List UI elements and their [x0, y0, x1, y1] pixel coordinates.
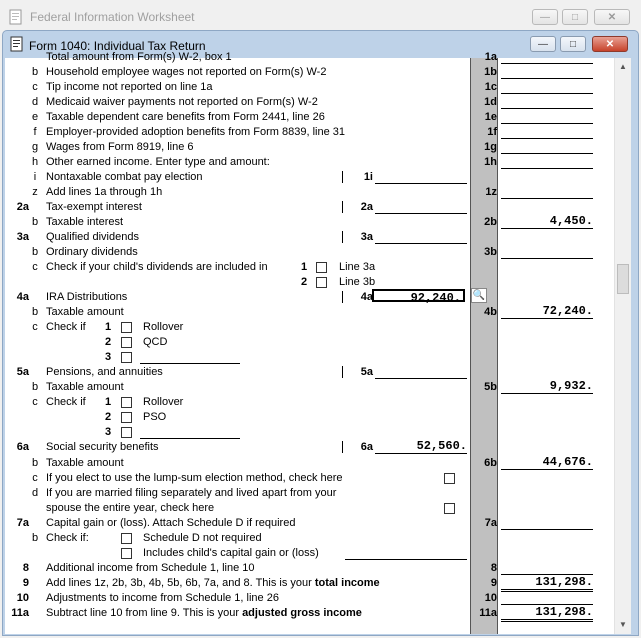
amount-field[interactable]	[375, 199, 467, 214]
amount-field[interactable]	[375, 169, 467, 184]
line-5b: b Taxable amount 5b 9,932.	[31, 379, 593, 393]
checkbox-line-3b[interactable]	[316, 277, 327, 288]
amount-field[interactable]: 44,676.	[501, 455, 593, 470]
line-6d: d If you are married filing separately and lived apart from your	[31, 487, 337, 499]
line-4c-option2: 2 QCD	[105, 336, 168, 348]
scroll-up-icon[interactable]: ▲	[619, 62, 627, 71]
inner-window-title: Form 1040: Individual Tax Return	[29, 39, 206, 53]
checkbox-qcd[interactable]	[121, 337, 132, 348]
checkbox-schedule-d[interactable]	[121, 533, 132, 544]
amount-field[interactable]	[501, 94, 593, 109]
line-1f: f Employer-provided adoption benefits from Form 8839, line 31 1f	[5, 125, 614, 140]
amount-field[interactable]	[501, 515, 593, 530]
outer-window-titlebar	[0, 0, 641, 34]
line-9: 9 Add lines 1z, 2b, 3b, 4b, 5b, 6b, 7a, and 8. This is your total income 9 131,298.	[5, 576, 614, 591]
amount-field[interactable]	[501, 139, 593, 154]
vertical-scrollbar[interactable]	[614, 58, 631, 634]
amount-field[interactable]	[501, 79, 593, 94]
amount-field[interactable]	[375, 364, 467, 379]
amount-field[interactable]	[501, 590, 593, 605]
checkbox-married-separately[interactable]	[444, 503, 455, 514]
amount-field[interactable]: 72,240.	[501, 304, 593, 319]
line-6d-cont: spouse the entire year, check here	[5, 501, 614, 516]
line-6c: c If you elect to use the lump-sum election method, check here	[5, 471, 614, 486]
line-4c-option3: 3	[5, 350, 614, 365]
minimize-button[interactable]: —	[530, 36, 556, 52]
amount-field[interactable]	[501, 109, 593, 124]
outer-maximize-button[interactable]: □	[562, 9, 588, 25]
line-1h: h Other earned income. Enter type and amount: 1h	[5, 155, 614, 170]
checkbox-child-capital-gain[interactable]	[121, 548, 132, 559]
line-7b: b Check if: Schedule D not required	[31, 532, 262, 544]
checkbox-rollover[interactable]	[121, 322, 132, 333]
amount-field[interactable]	[501, 64, 593, 79]
maximize-button[interactable]: □	[560, 36, 586, 52]
scroll-down-icon[interactable]: ▼	[619, 620, 627, 629]
child-capital-gain-field[interactable]	[345, 545, 467, 560]
checkbox-lump-sum[interactable]	[444, 473, 455, 484]
line-1b: b Household employee wages not reported on Form(s) W-2 1b	[5, 65, 614, 80]
line-4c: c Check if 1 Rollover	[32, 321, 184, 333]
amount-field[interactable]: 4,450.	[501, 214, 593, 229]
other-text-field[interactable]	[140, 349, 240, 364]
close-button[interactable]: ✕	[592, 36, 628, 52]
amount-field[interactable]	[501, 49, 593, 64]
line-1e: e Taxable dependent care benefits from Form 2441, line 26 1e	[5, 110, 614, 125]
line-5c: c Check if 1 Rollover	[32, 396, 184, 408]
line-6a: 6a Social security benefits 6a 52,560.	[16, 439, 467, 453]
amount-field[interactable]	[501, 184, 593, 199]
line-3b: b Ordinary dividends 3b	[5, 245, 614, 260]
line-1g: g Wages from Form 8919, line 6 1g	[5, 140, 614, 155]
amount-field[interactable]	[501, 154, 593, 169]
checkbox-rollover[interactable]	[121, 397, 132, 408]
line-3a: 3a Qualified dividends 3a	[5, 230, 614, 245]
line-2b: b Taxable interest 2b 4,450.	[31, 214, 593, 228]
line-4a: 4a IRA Distributions 4a 92,240. 🔍	[16, 290, 486, 305]
amount-field[interactable]	[501, 560, 593, 575]
amount-field[interactable]	[501, 244, 593, 259]
outer-minimize-button[interactable]: —	[532, 9, 558, 25]
ira-distributions-field[interactable]: 92,240.	[372, 289, 465, 302]
line-5a: 5a Pensions, and annuities 5a	[5, 365, 614, 380]
line-5c-option2: 2 PSO	[105, 411, 167, 423]
checkbox-other[interactable]	[121, 427, 132, 438]
checkbox-line-3a[interactable]	[316, 262, 327, 273]
line-1a: Total amount from Form(s) W-2, box 1 1a	[5, 50, 614, 65]
line-3c-option2: 2 Line 3b	[301, 276, 376, 288]
line-7a: 7a Capital gain or (loss). Attach Schedule D if required 7a	[5, 516, 614, 531]
agi-field[interactable]: 131,298.	[501, 605, 593, 622]
amount-field[interactable]: 9,932.	[501, 379, 593, 394]
line-6b: b Taxable amount 6b 44,676.	[31, 455, 593, 469]
amount-field[interactable]	[501, 124, 593, 139]
line-7b-option2: Includes child's capital gain or (loss)	[5, 546, 614, 561]
amount-field[interactable]: 52,560.	[375, 439, 467, 454]
outer-close-button[interactable]: ✕	[594, 9, 630, 25]
line-1i: i Nontaxable combat pay election 1i	[5, 170, 614, 185]
checkbox-pso[interactable]	[121, 412, 132, 423]
line-4b: b Taxable amount 4b 72,240.	[31, 304, 593, 318]
total-income-field[interactable]: 131,298.	[501, 575, 593, 592]
magnifier-icon[interactable]: 🔍	[472, 290, 486, 301]
line-10: 10 Adjustments to income from Schedule 1, line 26 10	[5, 591, 614, 606]
form-content	[5, 51, 614, 634]
line-5c-option3: 3	[5, 425, 614, 440]
document-icon	[9, 9, 23, 28]
line-8: 8 Additional income from Schedule 1, line 10 8	[5, 561, 614, 576]
checkbox-other[interactable]	[121, 352, 132, 363]
scroll-thumb[interactable]	[617, 264, 629, 294]
amount-field[interactable]	[375, 229, 467, 244]
other-text-field[interactable]	[140, 424, 240, 439]
line-1c: c Tip income not reported on line 1a 1c	[5, 80, 614, 95]
line-3c: c Check if your child's dividends are included in 1 Line 3a	[32, 261, 376, 273]
line-2a: 2a Tax-exempt interest 2a	[5, 200, 614, 215]
line-1d: d Medicaid waiver payments not reported on Form(s) W-2 1d	[5, 95, 614, 110]
line-1z: z Add lines 1a through 1h 1z	[5, 185, 614, 200]
outer-window-title: Federal Information Worksheet	[30, 10, 195, 24]
line-11a: 11a Subtract line 10 from line 9. This is your adjusted gross income 11a 131,298.	[5, 606, 614, 621]
